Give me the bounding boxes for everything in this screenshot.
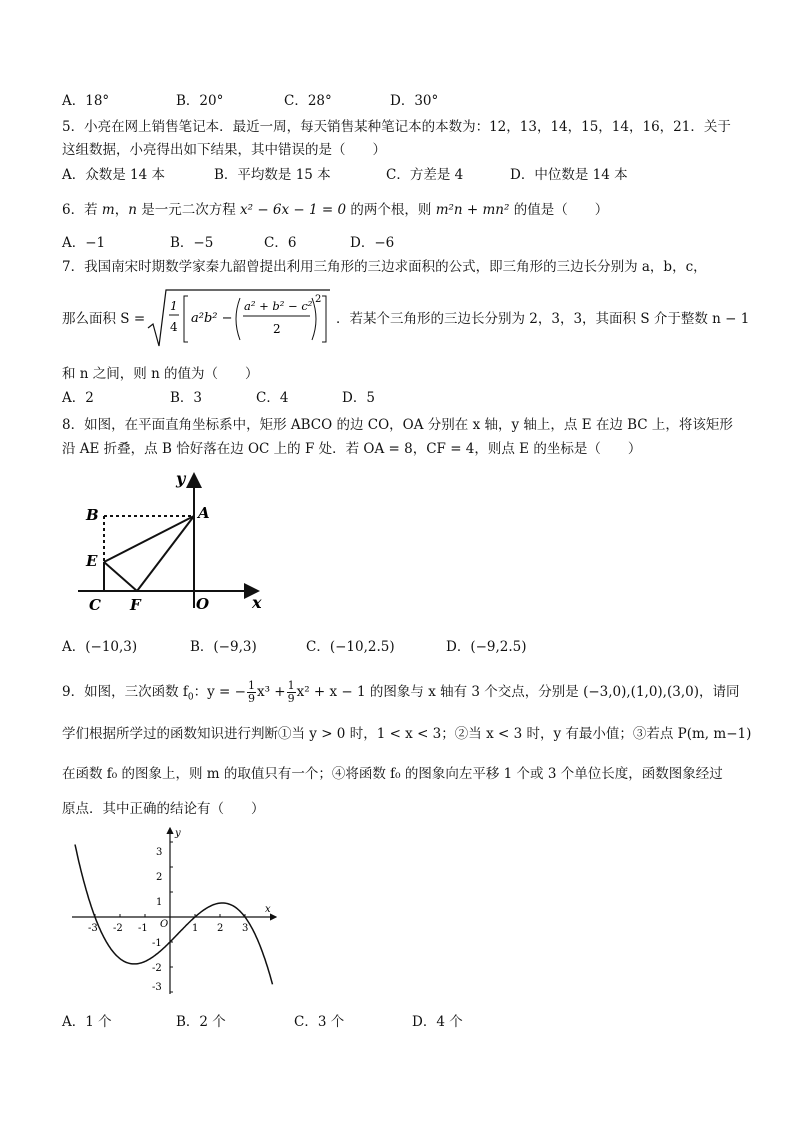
q6-option-c: C．6 bbox=[264, 235, 297, 251]
q4-option-d: D．30° bbox=[390, 93, 439, 109]
q8-label-o: O bbox=[196, 595, 210, 613]
q9-tick-labels bbox=[88, 828, 271, 993]
q5-option-d: D．中位数是 14 本 bbox=[510, 167, 628, 183]
q7-option-b: B．3 bbox=[170, 390, 203, 406]
q9-xtick-neg2: -2 bbox=[113, 923, 123, 934]
q9-text-b: ：y = − bbox=[193, 684, 246, 700]
q6-option-d: D．−6 bbox=[350, 235, 395, 251]
q6-stem bbox=[62, 201, 608, 219]
q8-segment-fa bbox=[137, 516, 194, 591]
svg-text:4: 4 bbox=[170, 320, 178, 334]
q8-segment-ef bbox=[104, 562, 137, 591]
q8-label-c: C bbox=[89, 596, 101, 614]
q8-option-d: D．(−9,2.5) bbox=[446, 639, 527, 655]
q9-sub-0: 0 bbox=[187, 692, 194, 703]
q9-ytick-1: 1 bbox=[156, 897, 163, 908]
q4-option-c: C．28° bbox=[284, 93, 332, 109]
q6-text-b: 是一元二次方程 bbox=[136, 202, 240, 218]
q6-text-d: 的值是（ ） bbox=[509, 202, 609, 218]
q9-xtick-2: 2 bbox=[217, 923, 224, 934]
q9-stem-line2: 学们根据所学过的函数知识进行判断①当 y > 0 时，1 < x < 3；②当 x < 3 时，y 有最小值；③若点 P(m, m−1) bbox=[62, 726, 752, 742]
q8-option-c: C．(−10,2.5) bbox=[306, 639, 395, 655]
q8-figure bbox=[72, 466, 272, 618]
q7-area-formula bbox=[146, 288, 332, 350]
q8-label-a: A bbox=[198, 504, 210, 522]
q5-option-b: B．平均数是 15 本 bbox=[214, 167, 331, 183]
q9-xtick-3: 3 bbox=[242, 923, 249, 934]
q9-fraction-2 bbox=[287, 680, 296, 705]
q6-option-a: A．−1 bbox=[62, 235, 106, 251]
q8-fold-line-ae bbox=[104, 516, 194, 562]
q9-frac2-den: 9 bbox=[287, 692, 295, 705]
q9-xtick-1: 1 bbox=[192, 923, 199, 934]
q6-option-b: B．−5 bbox=[170, 235, 214, 251]
q9-ytick-neg2: -2 bbox=[152, 963, 162, 974]
q9-text-d: x² + x − 1 的图象与 x 轴有 3 个交点，分别是 (−3,0),(1,0),(3,0)，请同 bbox=[296, 684, 740, 700]
q9-option-c: C．3 个 bbox=[294, 1014, 345, 1030]
q5-option-a: A．众数是 14 本 bbox=[62, 167, 166, 183]
q9-xtick-neg1: -1 bbox=[138, 923, 148, 934]
q9-stem-line4: 原点．其中正确的结论有（ ） bbox=[62, 801, 265, 817]
q6-equation: x² − 6x − 1 = 0 bbox=[240, 202, 347, 218]
q9-xtick-neg3: -3 bbox=[88, 923, 98, 934]
q6-expression: m²n + mn² bbox=[435, 202, 510, 218]
q8-label-x: x bbox=[252, 593, 262, 612]
q4-option-a: A．18° bbox=[62, 93, 110, 109]
svg-text:2: 2 bbox=[273, 322, 281, 336]
q8-label-f: F bbox=[130, 596, 141, 614]
q6-var-m: m bbox=[101, 202, 115, 218]
q9-option-b: B．2 个 bbox=[176, 1014, 226, 1030]
q9-ytick-3: 3 bbox=[156, 847, 163, 858]
q9-function-graph bbox=[66, 824, 282, 996]
q6-text-c: 的两个根，则 bbox=[346, 202, 436, 218]
q5-stem-line1: 5．小亮在网上销售笔记本．最近一周，每天销售某种笔记本的本数为：12，13，14，15，14，16，21．关于 bbox=[62, 119, 731, 135]
q9-label-x: x bbox=[265, 904, 271, 915]
q9-ytick-neg3: -3 bbox=[152, 982, 162, 993]
q4-option-b: B．20° bbox=[176, 93, 224, 109]
q8-option-a: A．(−10,3) bbox=[62, 639, 138, 655]
svg-text:1: 1 bbox=[170, 299, 178, 313]
q7-option-c: C．4 bbox=[256, 390, 289, 406]
q6-text-a: 6．若 bbox=[62, 202, 102, 218]
q8-label-b: B bbox=[86, 506, 99, 524]
q6-comma: ， bbox=[114, 202, 129, 218]
q8-label-e: E bbox=[86, 552, 98, 570]
q5-option-c: C．方差是 4 bbox=[386, 167, 464, 183]
q7-option-d: D．5 bbox=[342, 390, 375, 406]
q8-label-y: y bbox=[176, 469, 186, 488]
q9-text-c: x³ + bbox=[256, 684, 286, 700]
q9-ytick-2: 2 bbox=[156, 872, 163, 883]
q8-option-b: B．(−9,3) bbox=[190, 639, 257, 655]
q9-label-o: O bbox=[160, 919, 169, 930]
q9-option-a: A．1 个 bbox=[62, 1014, 112, 1030]
q5-stem-line2: 这组数据，小亮得出如下结果，其中错误的是（ ） bbox=[62, 142, 386, 158]
q9-option-d: D．4 个 bbox=[412, 1014, 463, 1030]
svg-text:2: 2 bbox=[315, 294, 322, 305]
q7-stem-line3: 和 n 之间，则 n 的值为（ ） bbox=[62, 366, 259, 382]
q9-text-a: 9．如图，三次函数 f bbox=[62, 684, 188, 700]
q8-stem-line2: 沿 AE 折叠，点 B 恰好落在边 OC 上的 F 处．若 OA = 8，CF = 4，则点 E 的坐标是（ ） bbox=[62, 441, 642, 457]
q9-ytick-neg1: -1 bbox=[152, 938, 162, 949]
q9-fraction-1 bbox=[247, 680, 256, 705]
q7-option-a: A．2 bbox=[62, 390, 94, 406]
q9-label-y: y bbox=[175, 828, 181, 839]
q6-var-n: n bbox=[128, 202, 137, 218]
q7-formula-prefix: 那么面积 S = bbox=[62, 311, 146, 327]
q7-formula-suffix: ．若某个三角形的三边长分别为 2，3，3，其面积 S 介于整数 n − 1 bbox=[336, 311, 750, 327]
svg-text:a²b² −: a²b² − bbox=[191, 311, 233, 326]
svg-text:a² + b² − c²: a² + b² − c² bbox=[244, 299, 313, 313]
q8-stem-line1: 8．如图，在平面直角坐标系中，矩形 ABCO 的边 CO，OA 分别在 x 轴，y 轴上，点 E 在边 BC 上，将该矩形 bbox=[62, 417, 733, 433]
q9-stem-line3: 在函数 f₀ 的图象上，则 m 的取值只有一个；④将函数 f₀ 的图象向左平移 1 个或 3 个单位长度，函数图象经过 bbox=[62, 766, 723, 782]
q9-stem-line1 bbox=[62, 680, 739, 707]
q9-frac1-num: 1 bbox=[247, 679, 255, 692]
q7-stem-line1: 7．我国南宋时期数学家秦九韶曾提出利用三角形的三边求面积的公式，即三角形的三边长分别为 a，b，c， bbox=[62, 259, 707, 275]
q9-cubic-curve bbox=[75, 845, 273, 985]
q9-frac1-den: 9 bbox=[247, 692, 255, 705]
q9-frac2-num: 1 bbox=[287, 679, 295, 692]
